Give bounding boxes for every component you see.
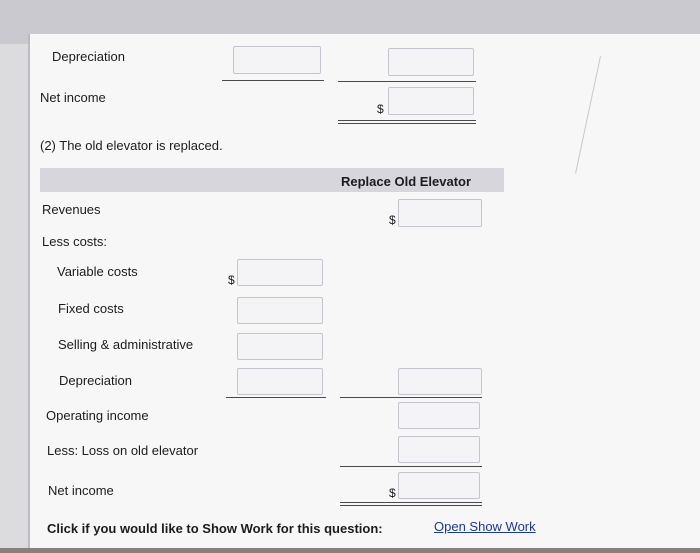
loss-old-elevator-label: Less: Loss on old elevator [47, 443, 199, 458]
double-rule-2 [338, 123, 476, 124]
dollar-sign: $ [389, 213, 396, 227]
variable-costs-input[interactable] [237, 259, 323, 286]
net-income-input[interactable] [398, 472, 480, 499]
selling-admin-label: Selling & administrative [58, 337, 194, 352]
selling-admin-input[interactable] [237, 333, 323, 360]
dollar-sign: $ [228, 273, 235, 287]
net-income-label: Net income [48, 483, 114, 498]
underline-right [338, 81, 476, 82]
show-work-prompt: Click if you would like to Show Work for this question: [47, 521, 383, 536]
revenues-label: Revenues [42, 202, 101, 217]
open-show-work-link[interactable]: Open Show Work [434, 519, 536, 534]
fixed-costs-input[interactable] [237, 297, 323, 324]
operating-income-label: Operating income [46, 408, 149, 423]
depreciation-input[interactable] [237, 368, 323, 395]
depreciation-input-left[interactable] [233, 46, 321, 74]
net-income-double-rule-2 [340, 505, 482, 506]
bottom-edge [0, 548, 700, 553]
underline-left [222, 80, 324, 81]
costs-underline [226, 397, 326, 398]
net-income-label-top: Net income [40, 90, 106, 105]
depreciation-input-right[interactable] [388, 48, 474, 76]
depreciation-row-label: Depreciation [59, 373, 132, 388]
dollar-sign: $ [377, 102, 384, 116]
net-income-double-rule-1 [340, 502, 482, 503]
dollar-sign: $ [389, 486, 396, 500]
revenues-input[interactable] [398, 199, 482, 227]
total-costs-input[interactable] [398, 368, 482, 395]
fixed-costs-label: Fixed costs [58, 301, 124, 316]
loss-old-elevator-input[interactable] [398, 436, 480, 463]
scenario-heading: (2) The old elevator is replaced. [40, 138, 223, 153]
column-header: Replace Old Elevator [341, 174, 472, 189]
total-costs-underline [340, 397, 482, 398]
net-income-input-top[interactable] [388, 87, 474, 115]
variable-costs-label: Variable costs [57, 264, 138, 279]
depreciation-label: Depreciation [52, 49, 125, 64]
operating-income-input[interactable] [398, 402, 480, 429]
double-rule-1 [338, 120, 476, 121]
loss-underline [340, 466, 482, 467]
less-costs-label: Less costs: [42, 234, 108, 249]
